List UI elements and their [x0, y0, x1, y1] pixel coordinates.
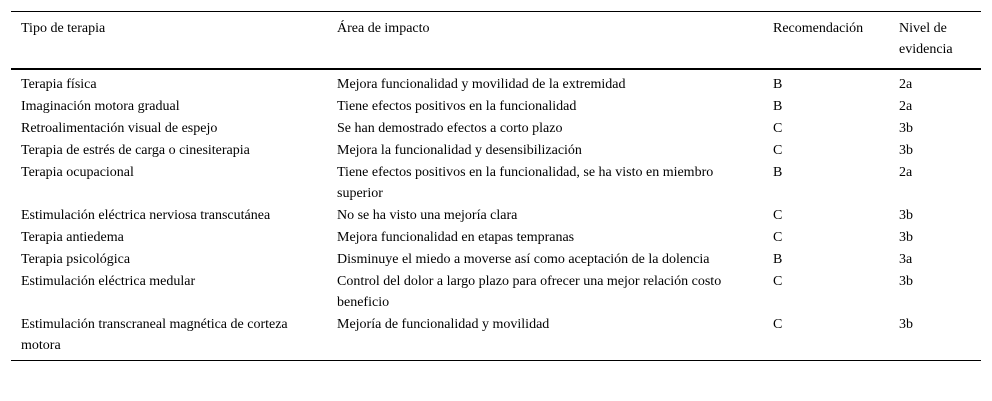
header-therapy-type: Tipo de terapia	[21, 21, 106, 36]
cell-therapy-type: Terapia de estrés de carga o cinesiterapia	[21, 143, 250, 158]
cell-evidence-level: 3b	[899, 274, 913, 289]
therapy-evidence-table	[11, 11, 981, 361]
cell-therapy-type: Terapia ocupacional	[21, 165, 134, 180]
cell-therapy-type: Imaginación motora gradual	[21, 99, 180, 114]
table-row	[11, 69, 981, 96]
table-row	[11, 162, 981, 205]
cell-impact-area: Mejora funcionalidad en etapas tempranas	[337, 230, 575, 245]
cell-recommendation: C	[773, 208, 783, 223]
table-row	[11, 227, 981, 249]
table-row	[11, 249, 981, 271]
cell-therapy-type: Terapia antiedema	[21, 230, 124, 245]
cell-therapy-type: Estimulación eléctrica medular	[21, 274, 196, 289]
header-recommendation: Recomendación	[773, 21, 864, 36]
table-row	[11, 314, 981, 361]
cell-recommendation: B	[773, 165, 783, 180]
cell-evidence-level: 3b	[899, 317, 913, 332]
cell-impact-area: Se han demostrado efectos a corto plazo	[337, 121, 563, 136]
cell-recommendation: B	[773, 252, 783, 267]
cell-evidence-level: 3a	[899, 252, 913, 267]
cell-impact-area: No se ha visto una mejoría clara	[337, 208, 518, 223]
table-row	[11, 118, 981, 140]
cell-therapy-type: Estimulación transcraneal magnética de corteza motora	[21, 317, 288, 353]
cell-impact-area: Mejoría de funcionalidad y movilidad	[337, 317, 550, 332]
table-row	[11, 271, 981, 314]
cell-recommendation: C	[773, 121, 783, 136]
cell-evidence-level: 2a	[899, 77, 913, 92]
cell-impact-area: Mejora funcionalidad y movilidad de la extremidad	[337, 77, 626, 92]
table-row	[11, 96, 981, 118]
cell-recommendation: C	[773, 274, 783, 289]
cell-recommendation: C	[773, 143, 783, 158]
table-header	[11, 12, 981, 70]
cell-evidence-level: 2a	[899, 99, 913, 114]
cell-evidence-level: 3b	[899, 230, 913, 245]
cell-evidence-level: 3b	[899, 143, 913, 158]
cell-impact-area: Control del dolor a largo plazo para ofrecer una mejor relación costo beneficio	[337, 274, 722, 310]
cell-recommendation: B	[773, 99, 783, 114]
cell-evidence-level: 3b	[899, 208, 913, 223]
header-row	[11, 12, 981, 70]
cell-therapy-type: Terapia psicológica	[21, 252, 131, 267]
cell-impact-area: Tiene efectos positivos en la funcionalidad, se ha visto en miembro superior	[337, 165, 714, 201]
cell-recommendation: B	[773, 77, 783, 92]
cell-therapy-type: Retroalimentación visual de espejo	[21, 121, 218, 136]
table-body	[11, 69, 981, 361]
table-row	[11, 205, 981, 227]
cell-therapy-type: Terapia física	[21, 77, 97, 92]
cell-recommendation: C	[773, 317, 783, 332]
cell-evidence-level: 3b	[899, 121, 913, 136]
cell-recommendation: C	[773, 230, 783, 245]
cell-therapy-type: Estimulación eléctrica nerviosa transcutánea	[21, 208, 271, 223]
cell-impact-area: Mejora la funcionalidad y desensibilización	[337, 143, 582, 158]
header-impact-area: Área de impacto	[337, 21, 430, 36]
cell-impact-area: Tiene efectos positivos en la funcionalidad	[337, 99, 577, 114]
header-evidence-level: Nivel de evidencia	[899, 21, 953, 57]
cell-evidence-level: 2a	[899, 165, 913, 180]
cell-impact-area: Disminuye el miedo a moverse así como aceptación de la dolencia	[337, 252, 710, 267]
table-row	[11, 140, 981, 162]
